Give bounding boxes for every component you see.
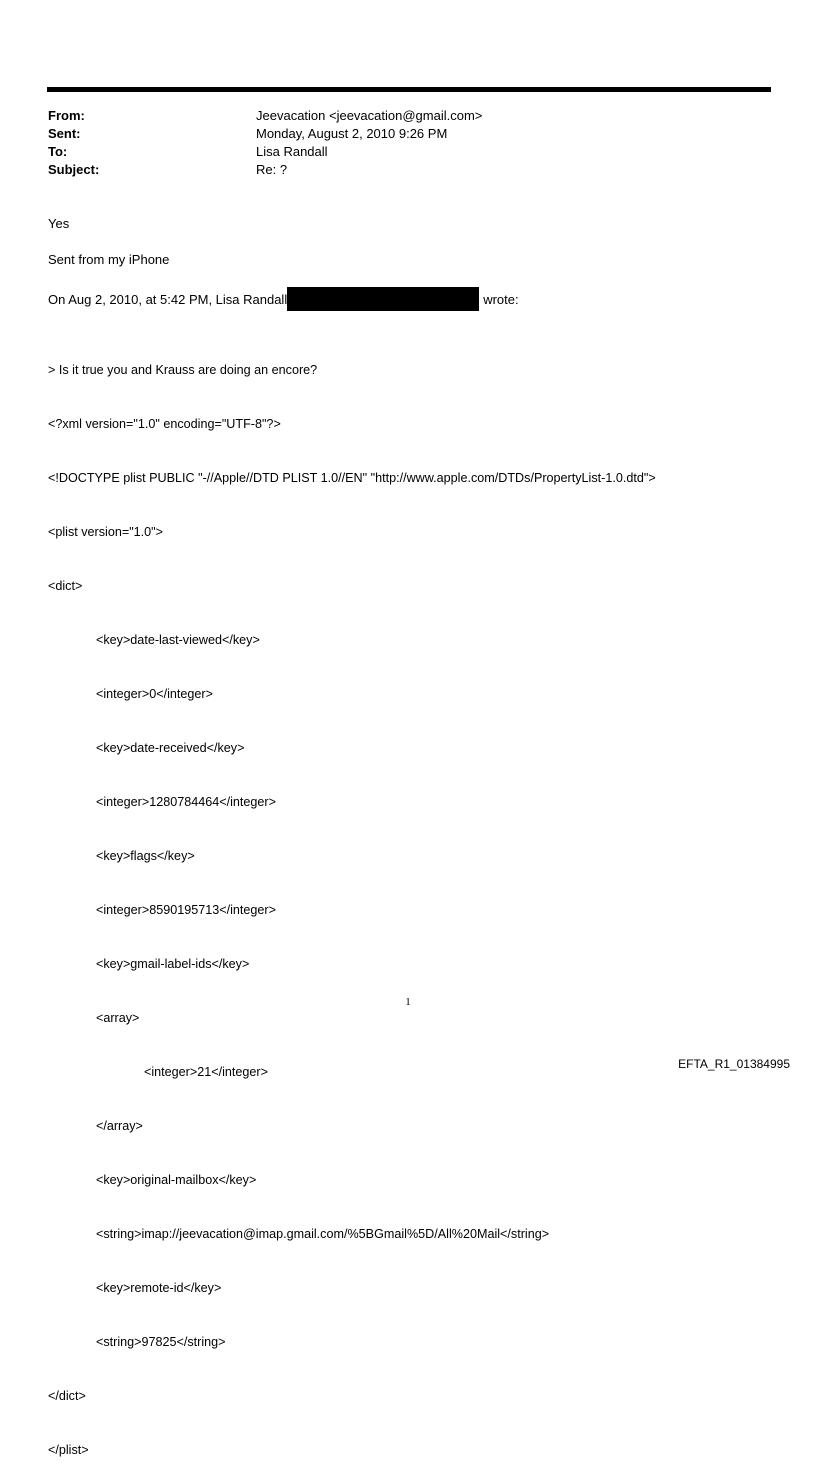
subject-value: Re: ? bbox=[256, 162, 288, 177]
quoted-plist bbox=[48, 325, 656, 1477]
to-value: Lisa Randall bbox=[256, 144, 328, 159]
code-line: <!DOCTYPE plist PUBLIC "-//Apple//DTD PLIST 1.0//EN" "http://www.apple.com/DTDs/PropertyList-1.0.dtd"> bbox=[48, 471, 656, 485]
sent-value: Monday, August 2, 2010 9:26 PM bbox=[256, 126, 448, 141]
code-line: <array> bbox=[96, 1011, 140, 1025]
page-number: 1 bbox=[405, 996, 411, 1008]
code-line: </plist> bbox=[48, 1443, 89, 1457]
code-line: </array> bbox=[96, 1119, 143, 1133]
redaction-block bbox=[287, 287, 479, 311]
code-line: <?xml version="1.0" encoding="UTF-8"?> bbox=[48, 417, 281, 431]
code-line: <integer>1280784464</integer> bbox=[96, 795, 276, 809]
code-line: <string>imap://jeevacation@imap.gmail.com/%5BGmail%5D/All%20Mail</string> bbox=[96, 1227, 550, 1241]
document-id: EFTA_R1_01384995 bbox=[678, 1057, 790, 1071]
header-rule bbox=[47, 87, 771, 92]
code-line: <string>97825</string> bbox=[96, 1335, 226, 1349]
quote-intro bbox=[48, 287, 519, 311]
code-line: <key>original-mailbox</key> bbox=[96, 1173, 257, 1187]
code-line: <key>gmail-label-ids</key> bbox=[96, 957, 250, 971]
code-line: <key>date-received</key> bbox=[96, 741, 245, 755]
code-line: <integer>21</integer> bbox=[144, 1065, 268, 1079]
code-line: <key>date-last-viewed</key> bbox=[96, 633, 260, 647]
code-line: </dict> bbox=[48, 1389, 86, 1403]
code-line: <integer>0</integer> bbox=[96, 687, 213, 701]
signature: Sent from my iPhone bbox=[48, 252, 170, 267]
from-value: Jeevacation <jeevacation@gmail.com> bbox=[256, 108, 483, 123]
from-label: From: bbox=[48, 108, 85, 123]
code-line: > Is it true you and Krauss are doing an encore? bbox=[48, 363, 318, 377]
sent-label: Sent: bbox=[48, 126, 81, 141]
reply-text: Yes bbox=[48, 216, 70, 231]
code-line: <key>flags</key> bbox=[96, 849, 195, 863]
quote-intro-after: wrote: bbox=[483, 292, 519, 307]
quote-intro-before: On Aug 2, 2010, at 5:42 PM, Lisa Randall bbox=[48, 292, 288, 307]
code-line: <integer>8590195713</integer> bbox=[96, 903, 276, 917]
code-line: <key>remote-id</key> bbox=[96, 1281, 222, 1295]
to-label: To: bbox=[48, 144, 68, 159]
code-line: <plist version="1.0"> bbox=[48, 525, 164, 539]
subject-label: Subject: bbox=[48, 162, 100, 177]
code-line: <dict> bbox=[48, 579, 83, 593]
